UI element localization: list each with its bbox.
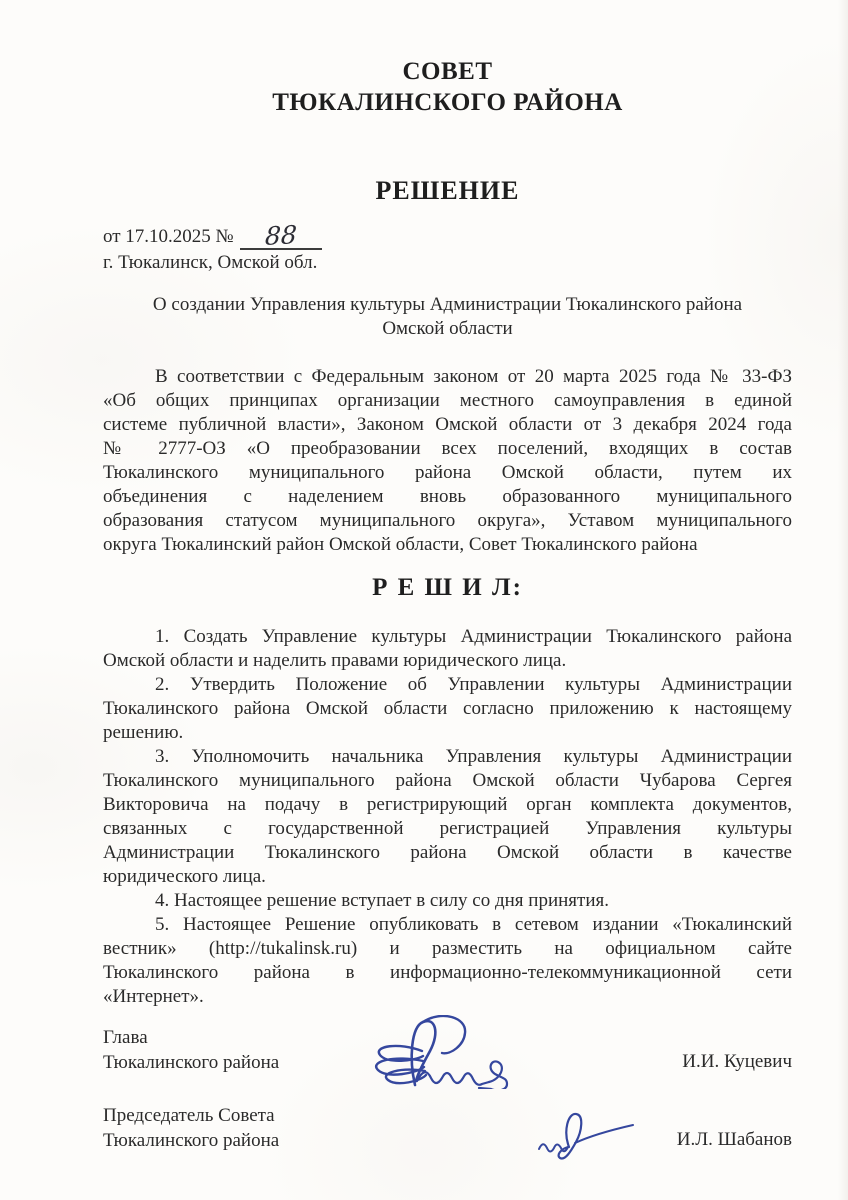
text-line: вестник» (http://tukalinsk.ru) и разместить на официальном сайте [103,938,792,959]
signature-ink-shabanov [535,1109,639,1165]
signature-row-head [103,1025,792,1075]
resolution-item-4 [103,889,792,913]
resolution-items [103,625,792,1009]
document-number-underline [240,220,322,251]
text-line: 2. Утвердить Положение об Управлении культуры Администрации [155,674,792,695]
organization-name-line2: ТЮКАЛИНСКОГО РАЙОНА [272,89,623,116]
text-line: Тюкалинского муниципального района Омской области Чубарова Сергея [103,770,792,791]
signatory-post-line: Тюкалинского района [103,1052,280,1073]
text-line: 3. Уполномочить начальника Управления культуры Администрации [155,746,792,767]
resolution-item-1 [103,625,792,673]
signature-ink-kutsevich [365,1015,513,1089]
signature-block [103,1025,792,1153]
text-line: Тюкалинского муниципального района Омской области, путем их [103,462,792,483]
signatory-post-chairman [103,1103,279,1153]
text-line: юридического лица. [103,866,266,887]
text-line: 4. Настоящее решение вступает в силу со дня принятия. [155,890,609,911]
signatory-post-head [103,1025,279,1075]
handwritten-document-number: 88 [264,220,298,251]
text-line: системе публичной власти», Законом Омской области от 3 декабря 2024 года [103,414,792,435]
text-line: 1. Создать Управление культуры Администрации Тюкалинского района [155,626,792,647]
preamble-paragraph [103,365,792,557]
signatory-post-line: Глава [103,1027,148,1048]
organization-header [103,56,792,118]
date-prefix: от 17.10.2025 № [103,226,234,247]
text-line: решению. [103,722,184,743]
resolution-item-2 [103,673,792,745]
text-line: образования статусом муниципального округа», Уставом муниципального [103,510,792,531]
date-number-line [103,220,792,251]
text-line: округа Тюкалинский район Омской области, Совет Тюкалинского района [103,534,698,555]
text-line: Омской области и наделить правами юридического лица. [103,650,567,671]
resolved-heading: Р Е Ш И Л: [372,574,523,601]
text-line: О создании Управления культуры Администрации Тюкалинского района [152,294,743,315]
text-line: Омской области [382,318,513,339]
signatory-name-kutsevich: И.И. Куцевич [682,1051,792,1072]
date-block [103,220,792,275]
text-line: 5. Настоящее Решение опубликовать в сетевом издании «Тюкалинский [155,914,792,935]
signatory-post-line: Тюкалинского района [103,1130,280,1151]
text-line: Викторовича на подачу в регистрирующий орган комплекта документов, [103,794,792,815]
resolution-item-5 [103,913,792,1009]
text-line: Тюкалинского района в информационно-телекоммуникационной сети [103,962,792,983]
signatory-post-line: Председатель Совета [103,1105,275,1126]
document-type-heading: РЕШЕНИЕ [375,176,520,205]
text-line: объединения с наделением вновь образованного муниципального [103,486,792,507]
text-line: «Об общих принципах организации местного самоуправления в единой [103,390,792,411]
organization-name-line1: СОВЕТ [402,58,493,85]
text-line: «Интернет». [103,986,204,1007]
signature-row-chairman [103,1103,792,1153]
text-line: связанных с государственной регистрацией Управления культуры [103,818,792,839]
text-line: Администрации Тюкалинского района Омской области в качестве [103,842,792,863]
document-title [103,293,792,341]
text-line: Тюкалинского района Омской области согласно приложению к настоящему [103,698,792,719]
resolution-item-3 [103,745,792,889]
text-line: В соответствии с Федеральным законом от 20 марта 2025 года № 33-ФЗ [155,366,792,387]
signatory-name-shabanov: И.Л. Шабанов [676,1129,792,1150]
text-line: № 2777-ОЗ «О преобразовании всех поселений, входящих в состав [103,438,792,459]
place-line: г. Тюкалинск, Омской обл. [103,252,318,273]
